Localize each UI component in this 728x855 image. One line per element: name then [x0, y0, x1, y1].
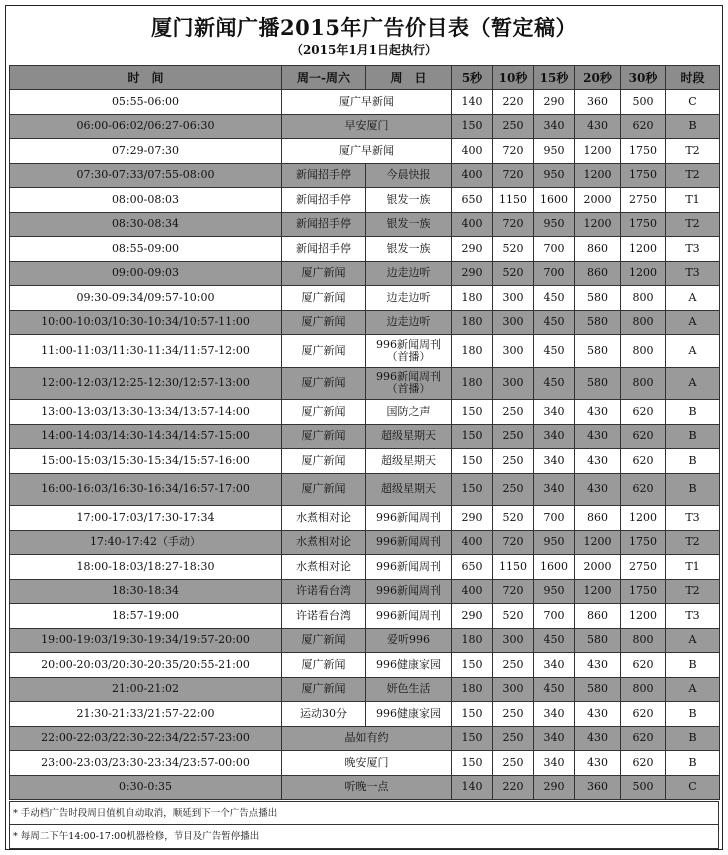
- table-row: [10, 702, 720, 727]
- sunday-program-cell: 银发一族: [366, 237, 452, 262]
- weekday-program-cell: 厦广新闻: [282, 677, 366, 702]
- price-cell-20s: 580: [575, 310, 621, 335]
- price-cell-5s: 150: [452, 424, 493, 449]
- time-slot-cell: 09:00-09:03: [10, 261, 282, 286]
- price-cell-10s: 250: [493, 424, 534, 449]
- price-cell-10s: 250: [493, 702, 534, 727]
- price-cell-5s: 150: [452, 449, 493, 474]
- price-cell-15s: 290: [534, 90, 575, 115]
- price-cell-15s: 950: [534, 163, 575, 188]
- price-cell-5s: 290: [452, 506, 493, 531]
- weekday-program-cell: 厦广新闻: [282, 424, 366, 449]
- sunday-program-cell: 996新闻周刊: [366, 530, 452, 555]
- price-cell-5s: 140: [452, 775, 493, 800]
- tier-cell: T3: [666, 261, 720, 286]
- tier-cell: T3: [666, 237, 720, 262]
- table-row: [10, 751, 720, 776]
- price-cell-5s: 150: [452, 751, 493, 776]
- weekday-program-cell: 许诺看台湾: [282, 579, 366, 604]
- time-slot-cell: 08:00-08:03: [10, 188, 282, 213]
- price-cell-15s: 450: [534, 335, 575, 368]
- price-cell-20s: 860: [575, 506, 621, 531]
- price-cell-10s: 720: [493, 163, 534, 188]
- weekday-program-cell: 厦广新闻: [282, 449, 366, 474]
- sunday-program-cell: 996新闻周刊（首播）: [366, 335, 452, 368]
- time-slot-cell: 15:00-15:03/15:30-15:34/15:57-16:00: [10, 449, 282, 474]
- price-cell-5s: 150: [452, 114, 493, 139]
- price-cell-10s: 250: [493, 653, 534, 678]
- tier-cell: C: [666, 90, 720, 115]
- tier-cell: T2: [666, 212, 720, 237]
- time-slot-cell: 05:55-06:00: [10, 90, 282, 115]
- price-cell-30s: 1200: [621, 604, 666, 629]
- price-cell-20s: 430: [575, 449, 621, 474]
- weekday-program-cell: 厦广新闻: [282, 335, 366, 368]
- price-cell-30s: 500: [621, 775, 666, 800]
- table-row: [10, 726, 720, 751]
- price-cell-15s: 950: [534, 530, 575, 555]
- table-row: [10, 310, 720, 335]
- price-cell-15s: 1600: [534, 555, 575, 580]
- price-cell-20s: 860: [575, 604, 621, 629]
- weekday-program-cell: 新闻招手停: [282, 237, 366, 262]
- header-time: 时 间: [10, 66, 282, 90]
- time-slot-cell: 20:00-20:03/20:30-20:35/20:55-21:00: [10, 653, 282, 678]
- tier-cell: T2: [666, 530, 720, 555]
- price-cell-20s: 580: [575, 335, 621, 368]
- tier-cell: A: [666, 367, 720, 400]
- table-row: [10, 530, 720, 555]
- price-cell-30s: 620: [621, 751, 666, 776]
- table-row: [10, 367, 720, 400]
- price-cell-15s: 700: [534, 506, 575, 531]
- weekday-program-cell: 许诺看台湾: [282, 604, 366, 629]
- table-row: [10, 286, 720, 311]
- weekday-program-cell: 新闻招手停: [282, 188, 366, 213]
- weekday-program-cell: 厦广新闻: [282, 261, 366, 286]
- sunday-program-cell: 996新闻周刊: [366, 579, 452, 604]
- table-row: [10, 677, 720, 702]
- page-title: 厦门新闻广播2015年广告价目表（暂定稿）: [151, 15, 577, 40]
- sunday-program-cell: 996新闻周刊（首播）: [366, 367, 452, 400]
- sunday-program-cell: 银发一族: [366, 188, 452, 213]
- price-cell-15s: 450: [534, 677, 575, 702]
- weekday-program-cell: 厦广新闻: [282, 628, 366, 653]
- price-cell-5s: 150: [452, 653, 493, 678]
- price-cell-30s: 800: [621, 335, 666, 368]
- weekday-program-cell: 厦广新闻: [282, 400, 366, 425]
- price-cell-5s: 290: [452, 261, 493, 286]
- price-cell-10s: 720: [493, 139, 534, 164]
- price-cell-20s: 430: [575, 702, 621, 727]
- tier-cell: A: [666, 286, 720, 311]
- table-row: [10, 653, 720, 678]
- price-cell-20s: 1200: [575, 163, 621, 188]
- header-15s: 15秒: [534, 66, 575, 90]
- price-cell-15s: 700: [534, 237, 575, 262]
- table-row: [10, 335, 720, 368]
- tier-cell: B: [666, 653, 720, 678]
- page-subtitle: （2015年1月1日起执行）: [290, 43, 438, 57]
- program-cell: 晶如有约: [282, 726, 452, 751]
- price-cell-10s: 250: [493, 449, 534, 474]
- tier-cell: B: [666, 751, 720, 776]
- price-cell-15s: 340: [534, 114, 575, 139]
- table-row: [10, 473, 720, 506]
- price-cell-20s: 580: [575, 677, 621, 702]
- table-row: [10, 261, 720, 286]
- price-cell-30s: 1750: [621, 530, 666, 555]
- program-cell: 早安厦门: [282, 114, 452, 139]
- sunday-program-cell: 超级星期天: [366, 424, 452, 449]
- price-cell-5s: 400: [452, 212, 493, 237]
- price-cell-10s: 250: [493, 726, 534, 751]
- price-cell-10s: 520: [493, 261, 534, 286]
- time-slot-cell: 11:00-11:03/11:30-11:34/11:57-12:00: [10, 335, 282, 368]
- tier-cell: A: [666, 335, 720, 368]
- table-row: [10, 237, 720, 262]
- price-cell-20s: 580: [575, 286, 621, 311]
- sunday-program-cell: 爱听996: [366, 628, 452, 653]
- weekday-program-cell: 厦广新闻: [282, 653, 366, 678]
- tier-cell: T2: [666, 163, 720, 188]
- price-cell-20s: 430: [575, 114, 621, 139]
- table-header-row: [10, 66, 720, 90]
- table-row: [10, 579, 720, 604]
- weekday-program-cell: 运动30分: [282, 702, 366, 727]
- price-cell-30s: 1200: [621, 261, 666, 286]
- price-cell-20s: 580: [575, 367, 621, 400]
- notes: [9, 801, 719, 849]
- time-slot-cell: 07:30-07:33/07:55-08:00: [10, 163, 282, 188]
- price-cell-30s: 1200: [621, 506, 666, 531]
- price-cell-30s: 620: [621, 114, 666, 139]
- sunday-program-cell: 996健康家园: [366, 702, 452, 727]
- table-row: [10, 506, 720, 531]
- price-cell-30s: 500: [621, 90, 666, 115]
- price-cell-10s: 300: [493, 335, 534, 368]
- price-cell-30s: 1750: [621, 212, 666, 237]
- time-slot-cell: 18:57-19:00: [10, 604, 282, 629]
- price-cell-15s: 700: [534, 604, 575, 629]
- program-cell: 厦广早新闻: [282, 139, 452, 164]
- time-slot-cell: 13:00-13:03/13:30-13:34/13:57-14:00: [10, 400, 282, 425]
- price-cell-30s: 800: [621, 367, 666, 400]
- time-slot-cell: 18:30-18:34: [10, 579, 282, 604]
- price-cell-15s: 700: [534, 261, 575, 286]
- weekday-program-cell: 水煮相对论: [282, 506, 366, 531]
- time-slot-cell: 09:30-09:34/09:57-10:00: [10, 286, 282, 311]
- table-row: [10, 449, 720, 474]
- price-cell-15s: 340: [534, 424, 575, 449]
- price-cell-5s: 180: [452, 677, 493, 702]
- price-cell-30s: 800: [621, 677, 666, 702]
- price-cell-20s: 430: [575, 400, 621, 425]
- sunday-program-cell: 国防之声: [366, 400, 452, 425]
- time-slot-cell: 18:00-18:03/18:27-18:30: [10, 555, 282, 580]
- price-cell-20s: 430: [575, 473, 621, 506]
- price-cell-15s: 290: [534, 775, 575, 800]
- time-slot-cell: 19:00-19:03/19:30-19:34/19:57-20:00: [10, 628, 282, 653]
- tier-cell: A: [666, 677, 720, 702]
- tier-cell: T3: [666, 604, 720, 629]
- price-cell-20s: 430: [575, 726, 621, 751]
- header-weekday: 周一-周六: [282, 66, 366, 90]
- rate-table: [9, 65, 720, 800]
- price-cell-5s: 180: [452, 335, 493, 368]
- price-cell-10s: 300: [493, 310, 534, 335]
- price-cell-30s: 620: [621, 449, 666, 474]
- price-cell-5s: 650: [452, 555, 493, 580]
- price-cell-20s: 2000: [575, 555, 621, 580]
- table-body: [10, 90, 720, 800]
- price-cell-30s: 1750: [621, 139, 666, 164]
- time-slot-cell: 21:00-21:02: [10, 677, 282, 702]
- price-cell-15s: 450: [534, 286, 575, 311]
- price-cell-20s: 580: [575, 628, 621, 653]
- price-cell-10s: 220: [493, 775, 534, 800]
- price-cell-10s: 520: [493, 506, 534, 531]
- program-cell: 听晚一点: [282, 775, 452, 800]
- time-slot-cell: 16:00-16:03/16:30-16:34/16:57-17:00: [10, 473, 282, 506]
- table-row: [10, 424, 720, 449]
- price-cell-15s: 340: [534, 702, 575, 727]
- price-cell-5s: 180: [452, 310, 493, 335]
- price-cell-5s: 140: [452, 90, 493, 115]
- tier-cell: T1: [666, 188, 720, 213]
- price-cell-5s: 400: [452, 163, 493, 188]
- price-cell-30s: 620: [621, 726, 666, 751]
- header-5s: 5秒: [452, 66, 493, 90]
- price-cell-30s: 620: [621, 424, 666, 449]
- table-row: [10, 114, 720, 139]
- price-cell-10s: 250: [493, 751, 534, 776]
- price-cell-15s: 340: [534, 449, 575, 474]
- price-cell-5s: 650: [452, 188, 493, 213]
- header-20s: 20秒: [575, 66, 621, 90]
- table-row: [10, 163, 720, 188]
- tier-cell: B: [666, 449, 720, 474]
- price-cell-30s: 620: [621, 400, 666, 425]
- price-cell-30s: 2750: [621, 188, 666, 213]
- program-cell: 晚安厦门: [282, 751, 452, 776]
- sunday-program-cell: 今晨快报: [366, 163, 452, 188]
- header-30s: 30秒: [621, 66, 666, 90]
- sunday-program-cell: 边走边听: [366, 310, 452, 335]
- note-maintenance: * 每周二下午14:00-17:00机器检修，节目及广告暂停播出: [9, 825, 719, 849]
- time-slot-cell: 0:30-0:35: [10, 775, 282, 800]
- price-cell-10s: 720: [493, 530, 534, 555]
- price-cell-15s: 950: [534, 212, 575, 237]
- price-cell-30s: 1750: [621, 579, 666, 604]
- time-slot-cell: 06:00-06:02/06:27-06:30: [10, 114, 282, 139]
- price-cell-5s: 400: [452, 530, 493, 555]
- time-slot-cell: 14:00-14:03/14:30-14:34/14:57-15:00: [10, 424, 282, 449]
- weekday-program-cell: 水煮相对论: [282, 530, 366, 555]
- sunday-program-cell: 996新闻周刊: [366, 555, 452, 580]
- tier-cell: B: [666, 702, 720, 727]
- program-cell: 厦广早新闻: [282, 90, 452, 115]
- tier-cell: B: [666, 114, 720, 139]
- tier-cell: B: [666, 473, 720, 506]
- weekday-program-cell: 水煮相对论: [282, 555, 366, 580]
- price-cell-5s: 180: [452, 367, 493, 400]
- price-cell-15s: 450: [534, 367, 575, 400]
- note-manual-slot: * 手动档广告时段周日值机自动取消，顺延到下一个广告点播出: [9, 801, 719, 825]
- time-slot-cell: 23:00-23:03/23:30-23:34/23:57-00:00: [10, 751, 282, 776]
- price-cell-10s: 250: [493, 473, 534, 506]
- price-cell-5s: 180: [452, 628, 493, 653]
- time-slot-cell: 17:00-17:03/17:30-17:34: [10, 506, 282, 531]
- price-cell-30s: 1200: [621, 237, 666, 262]
- price-cell-10s: 300: [493, 628, 534, 653]
- price-cell-10s: 1150: [493, 555, 534, 580]
- table-row: [10, 775, 720, 800]
- price-cell-10s: 300: [493, 367, 534, 400]
- weekday-program-cell: 新闻招手停: [282, 212, 366, 237]
- header-10s: 10秒: [493, 66, 534, 90]
- price-cell-15s: 1600: [534, 188, 575, 213]
- tier-cell: B: [666, 726, 720, 751]
- sunday-program-cell: 边走边听: [366, 286, 452, 311]
- price-cell-20s: 430: [575, 653, 621, 678]
- price-cell-20s: 360: [575, 775, 621, 800]
- price-cell-20s: 1200: [575, 579, 621, 604]
- price-cell-15s: 950: [534, 579, 575, 604]
- price-cell-5s: 150: [452, 726, 493, 751]
- price-cell-15s: 340: [534, 653, 575, 678]
- price-cell-30s: 620: [621, 653, 666, 678]
- price-cell-10s: 520: [493, 604, 534, 629]
- price-cell-30s: 800: [621, 310, 666, 335]
- tier-cell: A: [666, 628, 720, 653]
- price-cell-15s: 340: [534, 751, 575, 776]
- price-cell-5s: 400: [452, 579, 493, 604]
- header-sunday: 周 日: [366, 66, 452, 90]
- price-cell-20s: 430: [575, 424, 621, 449]
- weekday-program-cell: 新闻招手停: [282, 163, 366, 188]
- price-cell-15s: 450: [534, 628, 575, 653]
- tier-cell: A: [666, 310, 720, 335]
- tier-cell: C: [666, 775, 720, 800]
- price-cell-10s: 520: [493, 237, 534, 262]
- weekday-program-cell: 厦广新闻: [282, 310, 366, 335]
- time-slot-cell: 17:40-17:42（手动）: [10, 530, 282, 555]
- price-cell-10s: 250: [493, 114, 534, 139]
- sunday-program-cell: 超级星期天: [366, 449, 452, 474]
- tier-cell: T2: [666, 139, 720, 164]
- sunday-program-cell: 996新闻周刊: [366, 604, 452, 629]
- tier-cell: T3: [666, 506, 720, 531]
- price-cell-20s: 360: [575, 90, 621, 115]
- price-cell-15s: 340: [534, 726, 575, 751]
- time-slot-cell: 07:29-07:30: [10, 139, 282, 164]
- sunday-program-cell: 妍色生活: [366, 677, 452, 702]
- time-slot-cell: 22:00-22:03/22:30-22:34/22:57-23:00: [10, 726, 282, 751]
- price-cell-5s: 150: [452, 702, 493, 727]
- time-slot-cell: 12:00-12:03/12:25-12:30/12:57-13:00: [10, 367, 282, 400]
- price-cell-20s: 860: [575, 237, 621, 262]
- sunday-program-cell: 996健康家园: [366, 653, 452, 678]
- price-cell-30s: 1750: [621, 163, 666, 188]
- price-cell-15s: 340: [534, 473, 575, 506]
- tier-cell: B: [666, 424, 720, 449]
- price-cell-5s: 290: [452, 604, 493, 629]
- price-cell-20s: 1200: [575, 212, 621, 237]
- price-cell-30s: 620: [621, 702, 666, 727]
- price-cell-30s: 2750: [621, 555, 666, 580]
- price-cell-30s: 800: [621, 286, 666, 311]
- weekday-program-cell: 厦广新闻: [282, 367, 366, 400]
- time-slot-cell: 21:30-21:33/21:57-22:00: [10, 702, 282, 727]
- price-cell-10s: 720: [493, 579, 534, 604]
- sunday-program-cell: 996新闻周刊: [366, 506, 452, 531]
- price-cell-20s: 1200: [575, 530, 621, 555]
- price-cell-5s: 150: [452, 400, 493, 425]
- price-cell-5s: 290: [452, 237, 493, 262]
- sunday-program-cell: 超级星期天: [366, 473, 452, 506]
- header-tier: 时段: [666, 66, 720, 90]
- weekday-program-cell: 厦广新闻: [282, 286, 366, 311]
- price-cell-10s: 720: [493, 212, 534, 237]
- rate-sheet: [5, 5, 723, 850]
- price-cell-10s: 1150: [493, 188, 534, 213]
- price-cell-20s: 2000: [575, 188, 621, 213]
- price-cell-15s: 450: [534, 310, 575, 335]
- price-cell-10s: 300: [493, 677, 534, 702]
- price-cell-5s: 180: [452, 286, 493, 311]
- price-cell-15s: 340: [534, 400, 575, 425]
- table-row: [10, 90, 720, 115]
- table-row: [10, 628, 720, 653]
- price-cell-30s: 800: [621, 628, 666, 653]
- price-cell-10s: 300: [493, 286, 534, 311]
- tier-cell: B: [666, 400, 720, 425]
- price-cell-20s: 430: [575, 751, 621, 776]
- table-row: [10, 212, 720, 237]
- price-cell-15s: 950: [534, 139, 575, 164]
- table-row: [10, 400, 720, 425]
- price-cell-30s: 620: [621, 473, 666, 506]
- price-cell-5s: 400: [452, 139, 493, 164]
- price-cell-20s: 860: [575, 261, 621, 286]
- sunday-program-cell: 银发一族: [366, 212, 452, 237]
- tier-cell: T2: [666, 579, 720, 604]
- price-cell-10s: 250: [493, 400, 534, 425]
- table-row: [10, 188, 720, 213]
- time-slot-cell: 08:55-09:00: [10, 237, 282, 262]
- tier-cell: T1: [666, 555, 720, 580]
- sunday-program-cell: 边走边听: [366, 261, 452, 286]
- time-slot-cell: 08:30-08:34: [10, 212, 282, 237]
- table-row: [10, 139, 720, 164]
- table-row: [10, 555, 720, 580]
- price-cell-5s: 150: [452, 473, 493, 506]
- weekday-program-cell: 厦广新闻: [282, 473, 366, 506]
- price-cell-20s: 1200: [575, 139, 621, 164]
- table-row: [10, 604, 720, 629]
- time-slot-cell: 10:00-10:03/10:30-10:34/10:57-11:00: [10, 310, 282, 335]
- price-cell-10s: 220: [493, 90, 534, 115]
